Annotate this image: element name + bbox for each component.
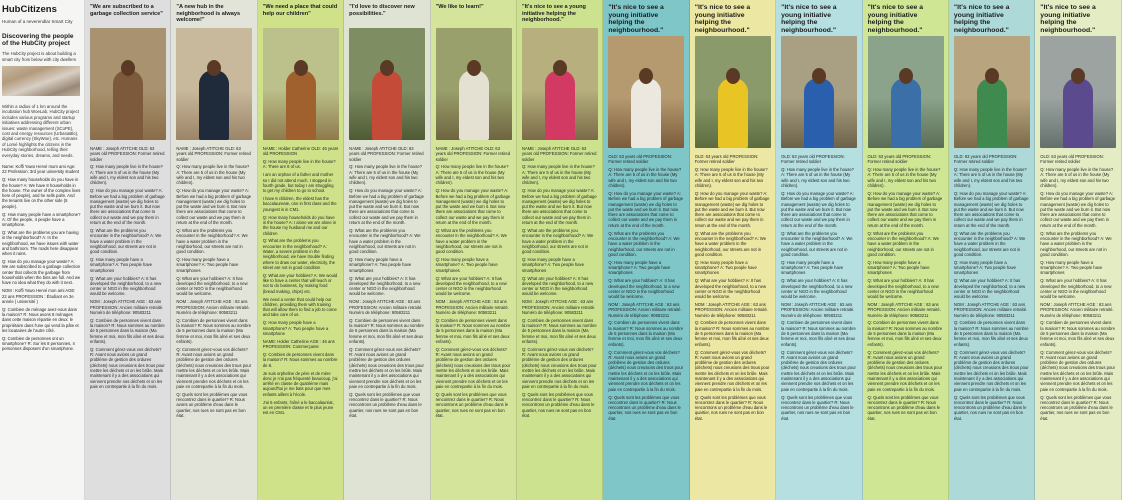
- interview-paragraph: Q: What are the problems you encounter in the neighborhood? A: We have a water problem in the neighborhood, our streets are not in good condition.: [435, 227, 507, 255]
- interview-paragraph: Q: How do you manage your waste? A: Before we had a big problem of garbage management (waste) we dig holes to put the waste and we burn it. But now there are associations that come to collect our waste and we pay them in return at the end of the month.: [608, 190, 684, 228]
- interview-paragraph: Q: Comment gérez-vous vos déchets? R: Avant nous avions un grand problème de gestion des ordures (déchets) nous creusions des trous pour mettre les déchets et on les brûle. Mais maintenant il y a des associations qui viennent prendre nos déchets et on les paie en contrepartie à la fin du mois.: [694, 349, 770, 392]
- interview-paragraph: Q: Quels sont les problèmes que vous rencontrez dans le quartier? R: Nous rencontrons un problème d'eau dans le quartier, nos rues ne sont pas en bon état.: [781, 394, 854, 421]
- interview-paragraph: I am an orphan of a father and mother so I did not attend much. I stopped in fourth grade, but today I am struggling to get my children to go to school.: [262, 172, 334, 194]
- interview-paragraph: Q: Quels sont les problèmes que vous rencontrez dans le quartier? R: Nous rencontrons un problème d'eau dans le quartier, nos rues ne sont pas en bon état.: [953, 394, 1027, 421]
- interview-paragraph: Q: Quels sont les problèmes que vous rencontrez dans le quartier? R: Nous rencontrons un problème d'eau dans le quartier, nos rues ne sont pas en bon état.: [349, 391, 422, 418]
- interview-paragraph: Q: Comment gérez-vous vos déchets? R: Avant nous avions un grand problème de gestion des ordures (déchets) nous creusions des trous pour mettre les déchets et on les brûle. Mais maintenant il y a des associations qui viennent prendre nos déchets et on les paie en contrepartie à la fin du mois.: [176, 346, 252, 389]
- interview-paragraph: Q: Combien de personnes vivent dans la maison? R: Nous sommes au nombre de 5 personnes dans la maison (Ma femme et moi, mon fils aîné et ses deux enfants).: [953, 320, 1029, 347]
- person-head: [985, 68, 999, 84]
- interview-paragraph: Q: Quels sont les problèmes que vous rencontrez dans le quartier? R: Nous rencontrons un problème d'eau dans le quartier, nos rues ne sont pas en bon état.: [694, 394, 768, 421]
- story-panel: [603, 0, 689, 500]
- portrait-photo: [436, 28, 512, 140]
- person-head: [1071, 68, 1085, 84]
- person-figure: [199, 70, 229, 140]
- interview-paragraph: Q: How many people live in the house? A: There are 8 of us.: [262, 159, 336, 170]
- person-figure: [113, 70, 143, 140]
- interview-paragraph: Q: How many people have a smartphone? A: Two people have smartphones: [781, 259, 844, 276]
- panel-quote: "We like to learn!": [435, 4, 484, 10]
- panel-quote: "We are subscribed to a garbage collection service": [90, 4, 163, 17]
- interview-paragraph: Q: How do you manage your waste? A: Before we had a big problem of garbage management (waste) we dig holes to put the waste and we burn it. But now there are associations that come to collect our waste and we pay them in return at the end of the month.: [867, 190, 943, 228]
- interview-paragraph: Q: Combien de personnes vivent dans la maison? R: Nous sommes au nombre de 5 personnes dans la maison (Ma femme et moi, mon fils aîné et ses deux enfants).: [781, 320, 856, 347]
- interview-paragraph: Q: How many people have a smartphone? A: Two people have smartphones: [953, 259, 1016, 276]
- interview-paragraph: Q: Quels sont les problèmes que vous rencontrez dans le quartier? R: Nous avons un problème d'eau dans le quartier, nos rues ne sont pas en bon état.: [176, 391, 248, 418]
- interview-paragraph: Q: Combien de personnes vivent dans la maison? R: Nous sommes au nombre de 5 personnes dans la maison (Ma femme et moi, mon fils aîné et ses deux enfants).: [90, 317, 165, 344]
- interview-paragraph: Q: Comment gérez-vous vos déchets? R: Avant nous avions un grand problème de gestion des ordures (déchets) nous creusions des trous pour mettre les déchets et on les brûle. Mais maintenant il y a des associations qui viennent prendre nos déchets et on les paie en contrepartie à la fin du mois.: [1040, 349, 1116, 392]
- interview-paragraph: Q: Combien de personnes vivent dans la maison? R: Nous sommes au nombre de 5 personnes dans la maison (Ma femme et moi, mon fils aîné et ses deux enfants).: [1040, 320, 1116, 347]
- portrait-photo: [263, 28, 339, 140]
- interview-paragraph: NOM : Joseph ATITCHE AGE : 63 ans PROFESSION: Ancien militaire retraité. Numéro de téléphone: 90583211: [694, 301, 769, 318]
- interview-paragraph: Q: Quels sont les problèmes que vous rencontrez dans le quartier? R: Nous rencontrons un problème d'eau dans le quartier, nos rues ne sont pas en bon état.: [608, 394, 681, 421]
- panel-quote: "It's nice to see a young initiative helping the neighborhood.": [521, 4, 586, 24]
- interview-paragraph: Q: Comment gérez-vous vos déchets? R: Avant nous avions un grand problème de gestion des ordures (déchets) nous creusions des trous pour mettre les déchets et on les brûle. Mais maintenant il y a des associations qui viennent prendre nos déchets et on les paie en contrepartie à la fin du mois.: [953, 349, 1029, 392]
- interview-paragraph: Q: What are your hobbies? A: We would like to have a center that will teach or not to do business, by making food (bread making, chips) etc.: [262, 272, 338, 294]
- portrait-photo: [954, 36, 1030, 148]
- interview-paragraph: Q: How many households do you have in the house? A: I alone we are alone in the house my husband me and our children: [262, 214, 337, 236]
- interview-paragraph: Q: Combien de personnes vivent dans la maison? R: Nous sommes au nombre de 5 personnes dans la maison (Ma femme et moi, mon fils aîné et ses deux enfants).: [608, 320, 684, 347]
- interview-paragraph: Q: How many people live in the house? A: There are 5 of us in the house (My wife and I, my eldest son and his two children).: [781, 167, 854, 189]
- interview-paragraph: OLD: 63 years old PROFESSION: Former retired soldier: [608, 154, 672, 165]
- interview-paragraph: OLD: 63 years old PROFESSION: Former retired soldier: [781, 154, 845, 165]
- interview-paragraph: Q: Comment gérez-vous vos déchets? R: Avant nous avions un grand problème de gestion des ordures (déchets) nous creusions des trous pour mettre les déchets et on les brûle. Mais maintenant il y a des associations qui viennent prendre nos déchets et on les paie en contrepartie à la fin du mois.: [608, 349, 684, 392]
- interview-paragraph: Q: How many people have a smartphone? A: Two people have smartphones: [694, 259, 757, 276]
- interview-paragraph: Q: How many people have a smartphone? A: Two people have smartphones: [90, 257, 153, 273]
- intro-description: The HubCity project is about building a smart city from below with city dwellers: [2, 51, 77, 62]
- interview-paragraph: Q: How do you manage your waste? A: Before we had a big problem of garbage management (waste) we dig holes to put the waste and we burn it. But now there are associations that come to collect our waste and we pay them in return at the end of the month.: [90, 188, 165, 226]
- person-head: [294, 60, 308, 76]
- interview-paragraph: Q: How many people live in the house? A: There are 5 of us in the house (My wife and I, my eldest son and his two children).: [176, 164, 250, 186]
- interview-paragraph: Q: What are your hobbies? A: It has developed the neighborhood, to a new center or NGO in the neighborhood would be welcome.: [349, 275, 421, 297]
- interview-paragraph: Q: How do you manage your waste? A: Before we had a big problem of garbage management (waste) we dig holes to put the waste and we burn it. But now there are associations that come to collect our waste and we pay them in return at the end of the month.: [349, 188, 424, 226]
- interview-paragraph: Q: How do you manage your waste? A: Before we had a big problem of garbage management (waste) we dig holes to put the waste and we burn it. But now there are associations that come to collect our waste and we pay them in return at the end of the month.: [176, 188, 252, 226]
- story-panel: [776, 0, 862, 500]
- person-figure: [1063, 78, 1093, 148]
- interview-paragraph: Je suis orpheline de père et de mère donc je n'ai pas fréquenté beaucoup, j'ai arrêté en classe de quatrième mais aujourd'hui je me bats pour que mes enfants aillent à l'école.: [262, 370, 338, 397]
- interview-paragraph: NAME : Joseph ATITCHE OLD: 63 years old PROFESSION: Former retired soldier: [521, 146, 597, 162]
- interview-paragraph: Q: Comment gérez-vous vos déchets? R: Avant nous avions un grand problème de gestion des ordures (déchets) nous creusions des trous pour mettre les déchets et on les brûle. Mais maintenant il y a des associations qui viennent prendre nos déchets et on les paie en contrepartie à la fin du mois.: [349, 346, 424, 389]
- interview-paragraph: OLD: 63 years old PROFESSION: Former retired soldier: [694, 154, 759, 165]
- interview-paragraph: Q: What are your hobbies? A: It has developed the neighborhood, to a new center or NGO in the neighborhood would be welcome.: [176, 275, 248, 297]
- interview-text: [522, 146, 597, 418]
- interview-paragraph: Q: How do you manage your waste? A: Before we had a big problem of garbage management (waste) we dig holes to put the waste and we burn it. But now there are associations that come to collect our waste and we pay them in return at the end of the month.: [521, 188, 597, 226]
- interview-paragraph: Q: How many people have a smartphone? A: Two people have smartphones: [608, 259, 671, 276]
- story-panel: [690, 0, 776, 500]
- interview-paragraph: Q: What are the problems you encounter in the neighborhood? A: We have a water problem in the neighborhood, our streets are not in good condition.: [694, 230, 767, 257]
- story-panel: [258, 0, 344, 500]
- interview-paragraph: Q: What are your hobbies? A: It has developed the neighborhood, to a new center or NGO in the neighborhood would be welcome.: [694, 278, 766, 300]
- person-head: [812, 68, 826, 84]
- interview-text: [1040, 154, 1115, 421]
- interview-paragraph: Q: What are the problems you encounter in the neighborhood? A: We have a water problem in the neighborhood, our streets are not in good condition.: [781, 230, 853, 257]
- interview-paragraph: Q: How many people live in the house? A: There are 5 of us in the house (My wife and I, my eldest son and his two children).: [435, 164, 509, 186]
- interview-paragraph: NOM : Joseph ATITCHE AGE : 63 ans PROFESSION: Ancien militaire retraité. Numéro de téléphone: 90583211: [608, 301, 682, 318]
- interview-paragraph: NOM : Joseph ATITCHE AGE : 63 ans PROFESSION: Ancien militaire retraité. Numéro de téléphone: 90583211: [90, 299, 164, 315]
- interview-paragraph: Q: What are your hobbies? A: It has developed the neighborhood, to a new center or NGO in the neighborhood would be welcome.: [1040, 278, 1112, 300]
- interview-paragraph: Q: How many people live in the house? A: There are 5 of us in the house (My wife and I, my eldest son and his two children).: [953, 167, 1027, 189]
- interview-paragraph: Q: How do you manage your waste? A: Before we had a big problem of garbage management (waste) we dig holes to put the waste and we burn it. But now there are associations that come to collect our waste and we pay them in return at the end of the month.: [781, 190, 856, 228]
- portrait-photo: [695, 36, 771, 148]
- person-figure: [372, 70, 402, 140]
- interview-paragraph: Q: Combien de personnes vivent dans la maison? R: Nous sommes au nombre de 5 personnes dans la maison (Ma femme et moi, mon fils aîné et ses deux enfants).: [349, 317, 424, 344]
- panel-quote: "I'd love to discover new possibilities.": [349, 4, 415, 17]
- interview-paragraph: OLD: 63 years old PROFESSION: Former retired soldier: [1040, 154, 1104, 165]
- interview-text: [781, 154, 856, 421]
- interview-paragraph: Q: How many people live in the house? A: There are 5 of us in the house (My wife and I, my eldest son and his two children).: [608, 167, 682, 189]
- interview-text: [868, 154, 943, 421]
- story-panel: [517, 0, 603, 500]
- interview-paragraph: Q: How many people have a smartphone? A: Of the people, 4 people have a smartphone.: [2, 211, 81, 228]
- portrait-photo: [1040, 36, 1116, 148]
- story-panel: [949, 0, 1035, 500]
- interview-text: [176, 146, 251, 418]
- portrait-photo: [176, 28, 252, 140]
- interview-paragraph: NOM : Koffi Yawo Hervé mon ami AGE: 22 ans PROFESSION : Étudiant en 3e année ( université ): [2, 288, 76, 304]
- interview-text: [90, 146, 165, 389]
- interview-paragraph: Q: What are the problems you encounter in the neighborhood? A: We have a water problem in the neighborhood, our streets are not in good condition.: [521, 227, 594, 255]
- interview-paragraph: Q: How many people have a smartphone? A: Two people have a smartphone: [262, 320, 329, 336]
- interview-paragraph: Q: How many people have a smartphone? A: Two people have smartphones: [349, 257, 412, 273]
- story-panel: [431, 0, 517, 500]
- interview-paragraph: NAME : Joseph ATITCHE OLD: 63 years old PROFESSION: Former retired soldier: [435, 146, 511, 162]
- intro-heading: Discovering the people of the HubCity project: [2, 32, 74, 47]
- interview-paragraph: Q: What are the problems you encounter in the neighborhood? A: We have a water problem in the neighborhood, our streets are not in good condition.: [1040, 230, 1112, 257]
- interview-paragraph: Q: How many people live in the house? A: There are 5 of us in the house (My wife and I, my eldest son and his two children).: [1040, 167, 1114, 189]
- person-figure: [286, 70, 316, 140]
- interview-paragraph: NOM : Joseph ATITCHE AGE : 63 ans PROFESSION: Ancien militaire retraité. Numéro de téléphone: 90583211: [867, 301, 941, 318]
- interview-paragraph: We need a center that could help our children, providing them with training that will allow them to find a job to come and take care of us.: [262, 296, 337, 318]
- interview-paragraph: Q: Combien de personnes vivent dans la maison? R: Nous sommes au nombre de 5 personnes dans la maison (Ma femme et moi, mon fils aîné et ses deux enfants).: [435, 317, 511, 344]
- person-head: [726, 68, 740, 84]
- interview-paragraph: Q: Combien de personnes vivent dans la maison? R: Nous sommes au nombre de 8.: [262, 352, 338, 368]
- intro-subtitle: Human of a neverendlar Smart City: [2, 19, 73, 24]
- person-head: [639, 68, 653, 84]
- interview-paragraph: NOM : Joseph ATITCHE AGE : 63 ans PROFESSION: Ancien militaire retraité. Numéro de téléphone: 90583211: [953, 301, 1028, 318]
- interview-paragraph: NOM : Joseph ATITCHE AGE : 63 ans PROFESSION: Ancien militaire retraité. Numéro de téléphone: 90583211: [349, 299, 423, 315]
- person-figure: [631, 78, 661, 148]
- interview-paragraph: J'ai 6 enfants, l'aîné a le baccalauréat, un en première classe et le plus jeune est en CM1.: [262, 399, 334, 416]
- interview-text: [349, 146, 424, 418]
- interview-paragraph: Q: How many people have a smartphone? A: Two people have smartphones: [176, 257, 239, 273]
- person-figure: [891, 78, 921, 148]
- interview-paragraph: Q: Quels sont les problèmes que vous rencontrez dans le quartier? R: Nous rencontrons un problème d'eau dans le quartier, nos rues ne sont pas en bon état.: [435, 391, 509, 418]
- interview-paragraph: Q: Comment gérez-vous vos déchets? R: Avant nous avions un grand problème de gestion des ordures (déchets) nous creusions des trous pour mettre les déchets et on les brûle. Mais maintenant il y a des associations qui viennent prendre nos déchets et on les paie en contrepartie à la fin du mois.: [435, 346, 511, 389]
- panel-quote: "It's nice to see a young initiative helping the neighbourhood.": [694, 4, 751, 34]
- group-photo: [2, 66, 80, 96]
- interview-paragraph: Q: What are your hobbies? A: It has developed the neighborhood, to a new center or NGO in the neighborhood would be welcome.: [781, 278, 853, 300]
- interview-paragraph: NOM : Joseph ATITCHE AGE : 63 ans PROFESSION: Ancien militaire retraité. Numéro de téléphone: 90583211: [1040, 301, 1114, 318]
- interview-paragraph: Q: What are your hobbies? A: It has developed the neighborhood, to a new center or NGO in the neighborhood would be welcome.: [435, 275, 507, 297]
- portrait-photo: [90, 28, 166, 140]
- interview-paragraph: Q: What are the problems you encounter in the neighborhood? A: We have a water problem in the neighborhood, our streets are not in good condition.: [176, 227, 248, 255]
- interview-paragraph: Q: How many households do you have in the house? A: We have 8 households in the house. The owner of the complex lives here of people), and he sells palm. And the tenants live on the other side (5 people).: [2, 177, 81, 209]
- panel-quote: "It's nice to see a young initiative helping the neighbourhood.": [867, 4, 923, 34]
- person-figure: [804, 78, 834, 148]
- interview-paragraph: Q: What are the problems you encounter in the neighborhood? A: We have a water problem in the neighborhood, our streets are not in good condition.: [90, 227, 162, 255]
- interview-paragraph: Q: How many people live in the house? A: There are 5 of us in the house (My wife and I, my eldest son and his two children).: [521, 164, 595, 186]
- person-head: [467, 60, 481, 76]
- interview-paragraph: Q: How many people have a smartphone? A: Two people have smartphones: [867, 259, 930, 276]
- interview-paragraph: Q: What are your hobbies? A: It has developed the neighborhood, to a new center or NGO in the neighborhood would be welcome.: [608, 278, 680, 300]
- interview-paragraph: Q: How do you manage your waste? A: Before we had a big problem of garbage management (waste) we dig holes to put the waste and we burn it. But now there are associations that come to collect our waste and we pay them in return at the end of the month.: [953, 190, 1029, 228]
- interview-paragraph: Q: What are the problems you encounter in the neighborhood? A: Water, a severe problem in the neighborhood, we have trouble finding where to draw our water, electricity, the street are not in good condition: [262, 238, 336, 270]
- interview-paragraph: Q: Combien de personnes ont un smartphone? R: Sur les 8 personnes, 4 personnes disposent d'un smartphone.: [2, 335, 75, 352]
- interview-paragraph: I have 6 children, the eldest has the baccalaureate, one in first class and the youngest is in CM1.: [262, 196, 337, 212]
- interview-paragraph: Q: How many people live in the house? A: There are 5 of us in the house (My wife and I, my eldest son and his two children).: [694, 167, 768, 189]
- person-figure: [459, 70, 489, 140]
- portrait-photo: [868, 36, 944, 148]
- intro-interview: [2, 164, 81, 352]
- interview-paragraph: Q: Combien de personnes vivent dans la maison? R: Nous sommes au nombre de 5 personnes dans la maison (Ma femme et moi, mon fils aîné et ses deux enfants).: [694, 320, 770, 347]
- interview-paragraph: Q: Comment gérez-vous vos déchets? R: Avant nous avions un grand problème de gestion des ordures (déchets) nous creusions des trous pour mettre les déchets et on les brûle. Mais maintenant il y a des associations qui viennent prendre nos déchets et on les paie en contrepartie à la fin du mois.: [867, 349, 943, 392]
- story-panel: [171, 0, 257, 500]
- person-head: [553, 60, 567, 76]
- interview-paragraph: Q: What are your hobbies? A: It has developed the neighborhood, to a new center or NGO in the neighborhood would be welcome.: [521, 275, 594, 297]
- interview-text: [436, 146, 511, 418]
- interview-paragraph: NOM : Joseph ATITCHE AGE : 63 ans PROFESSION: Ancien militaire retraité. Numéro de téléphone: 90583211: [435, 299, 509, 315]
- intro-text: Within a radius of 1 km around the incubation hub WoeLab, HubCity project includes various programs and startup initiatives addressing different urban issues: waste management (SCoPE), cost and energy resources (UrbanaBlo), digital currency (SkyWoe), etc. Humans of Lomé highlights the citizens in the HubCity neighborhood, telling their everyday stories, dreams, and needs.: [2, 104, 79, 158]
- person-figure: [977, 78, 1007, 148]
- interview-paragraph: Q: What are the problems you are having in the neighborhood? A: In the neighborhood, we have issues with water and bathroom. The roads here disappear when it rains.: [2, 230, 79, 257]
- interview-paragraph: Name: Koffi Yawo Hervé mum ami Age: 22 Profession: 3rd year university student: [2, 164, 80, 175]
- person-head: [899, 68, 913, 84]
- interview-text: [608, 154, 683, 421]
- portrait-photo: [781, 36, 857, 148]
- interview-paragraph: Q: How many people have a smartphone? A: Two people have smartphones: [1040, 259, 1103, 276]
- interview-paragraph: NAME: Holder Catherine AGE : 46 ans PROFESSION: Commerçante: [262, 338, 335, 350]
- interview-paragraph: Q: What are the problems you encounter in the neighborhood? A: We have a water problem in the neighborhood, our streets are not in good condition.: [349, 227, 421, 255]
- person-figure: [718, 78, 748, 148]
- interview-paragraph: Q: What are your hobbies? A: It has developed the neighborhood, to a new center or NGO in the neighborhood would be welcome.: [867, 278, 939, 300]
- interview-paragraph: Q: How do you manage your waste? A: Before we had a big problem of garbage management (waste) we dig holes to put the waste and we burn it. But now there are associations that come to collect our waste and we pay them in return at the end of the month.: [435, 188, 511, 226]
- interview-paragraph: Q: How do you manage your waste? A: We are subscribed to a garbage collection center that collects the garbage from households when the bins are full. And we have no idea what they do with it next.: [2, 259, 81, 286]
- interview-paragraph: Q: How many people live in the house? A: There are 5 of us in the house (My wife and I, my eldest son and his two children).: [867, 167, 941, 189]
- interview-text: [695, 154, 770, 421]
- interview-paragraph: NOM : Joseph ATITCHE AGE : 63 ans PROFESSION: Ancien militaire retraité. Numéro de téléphone: 90583211: [781, 301, 855, 318]
- interview-paragraph: NOM : Joseph ATITCHE AGE : 63 ans PROFESSION: Ancien militaire retraité. Numéro de téléphone: 90583211: [521, 299, 596, 315]
- interview-paragraph: Q: Combien de personnes vivent dans la maison? R: Nous sommes au nombre de 5 personnes dans la maison (Ma femme et moi, mon fils aîné et ses deux enfants).: [176, 317, 252, 344]
- interview-paragraph: Q: Combien de ménage avez-vous dans la maison? R: Nous avons 8 ménages dans cette maison répartie en deux: le propriétaire dans l'une qui vend la pâte et les locataires de l'autre côté.: [2, 306, 79, 333]
- person-figure: [545, 70, 575, 140]
- person-head: [121, 60, 135, 76]
- portrait-photo: [349, 28, 425, 140]
- story-panel: [344, 0, 430, 500]
- panel-quote: "It's nice to see a young initiative helping the neighbourhood.": [608, 4, 664, 34]
- interview-paragraph: Q: What are the problems you encounter in the neighborhood? A: We have a water problem in the neighborhood, our streets are not in good condition.: [867, 230, 939, 257]
- interview-paragraph: Q: How many people have a smartphone? A: Two people have smartphones: [435, 257, 498, 273]
- interview-paragraph: Q: How do you manage your waste? A: Before we had a big problem of garbage management (waste) we dig holes to put the waste and we burn it. But now there are associations that come to collect our waste and we pay them in return at the end of the month.: [694, 190, 770, 228]
- interview-paragraph: Q: What are your hobbies? A: It has developed the neighborhood, to a new center or NGO in the neighborhood would be welcome.: [90, 275, 162, 297]
- interview-paragraph: OLD: 63 years old PROFESSION: Former retired soldier: [953, 154, 1018, 165]
- panel-quote: "A new hub in the neighborhood is always welcome!": [176, 4, 241, 24]
- interview-paragraph: Q: Comment gérez-vous vos déchets? R: Avant nous avions un grand problème de gestion des ordures (déchets) nous creusions des trous pour mettre les déchets et on les brûle. Mais maintenant il y a des associations qui viennent prendre nos déchets et on les paie en contrepartie à la fin du mois.: [521, 346, 597, 389]
- interview-paragraph: Q: Quels sont les problèmes que vous rencontrez dans le quartier? R: Nous rencontrons un problème d'eau dans le quartier, nos rues ne sont pas en bon état.: [1040, 394, 1113, 421]
- person-head: [207, 60, 221, 76]
- interview-paragraph: NAME : Joseph ATITCHE OLD: 63 years old PROFESSION: Former retired soldier: [90, 146, 165, 162]
- interview-paragraph: Q: How do you manage your waste? A: Before we had a big problem of garbage management (waste) we dig holes to put the waste and we burn it. But now there are associations that come to collect our waste and we pay them in return at the end of the month.: [1040, 190, 1116, 228]
- intro-panel: [0, 0, 85, 500]
- interview-paragraph: Q: What are your hobbies? A: It has developed the neighborhood, to a new center or NGO in the neighborhood would be welcome.: [953, 278, 1026, 300]
- interview-paragraph: Q: Combien de personnes vivent dans la maison? R: Nous sommes au nombre de 5 personnes dans la maison (Ma femme et moi, mon fils aîné et ses deux enfants).: [867, 320, 943, 347]
- interview-paragraph: Q: What are the problems you encounter in the neighborhood? A: We have a water problem in the neighborhood, our streets are not in good condition.: [953, 230, 1026, 257]
- intro-title: HubCitizens: [2, 4, 57, 15]
- interview-paragraph: Q: How many people live in the house? A: There are 5 of us in the house (My wife and I, my eldest son and his two children).: [349, 164, 423, 186]
- story-panel: [1035, 0, 1121, 500]
- interview-paragraph: Q: What are the problems you encounter in the neighborhood? A: We have a water problem in the neighborhood, our streets are not in good condition.: [608, 230, 680, 257]
- interview-paragraph: Q: Quels sont les problèmes que vous rencontrez dans le quartier? R: Nous rencontrons un problème d'eau dans le quartier, nos rues ne sont pas en bon état.: [867, 394, 941, 421]
- story-panel: [863, 0, 949, 500]
- panel-quote: "It's nice to see a young initiative helping the neighbourhood.": [1040, 4, 1096, 34]
- interview-paragraph: Q: Combien de personnes vivent dans la maison? R: Nous sommes au nombre de 5 personnes dans la maison (Ma femme et moi, mon fils aîné et ses deux enfants).: [521, 317, 597, 344]
- interview-paragraph: Q: Comment gérez-vous vos déchets? R: Avant nous avions un grand problème de gestion des ordures (déchets) nous creusions des trous pour mettre les déchets et on les brûle. Mais maintenant il y a des associations qui viennent prendre nos déchets et on les paie en contrepartie à la fin du mois.: [781, 349, 856, 392]
- interview-paragraph: Q: How many people live in the house? A: There are 5 of us in the house (My wife and I, my eldest son and his two children).: [90, 164, 163, 186]
- interview-paragraph: OLD: 63 years old PROFESSION: Former retired soldier: [867, 154, 932, 165]
- interview-paragraph: NAME : Joseph ATITCHE OLD: 63 years old PROFESSION: Former retired soldier: [176, 146, 251, 162]
- interview-paragraph: Q: Quels sont les problèmes que vous rencontrez dans le quartier? R: Nous rencontrons un problème d'eau dans le quartier, nos rues ne sont pas en bon état.: [521, 391, 595, 418]
- interview-text: [954, 154, 1029, 421]
- interview-text: [263, 146, 338, 415]
- panel-quote: "We need a place that could help our children": [262, 4, 338, 17]
- interview-paragraph: NOM : Joseph ATITCHE AGE : 63 ans PROFESSION: Ancien militaire retraité. Numéro de téléphone: 90583211: [176, 299, 250, 315]
- person-head: [380, 60, 394, 76]
- portrait-photo: [608, 36, 684, 148]
- interview-paragraph: NAME : Holder Catherine OLD: 46 years old PROFESSION: [262, 146, 339, 157]
- interview-paragraph: Q: How many people have a smartphone? A: Two people have smartphones: [521, 257, 585, 273]
- portrait-photo: [522, 28, 598, 140]
- panel-quote: "It's nice to see a young initiative helping the neighbourhood.": [781, 4, 837, 34]
- panel-quote: "It's nice to see a young initiative helping the neighbourhood.": [953, 4, 1010, 34]
- interview-paragraph: NAME : Joseph ATITCHE OLD: 63 years old PROFESSION: Former retired soldier: [349, 146, 424, 162]
- interview-paragraph: Q: Comment gérez-vous vos déchets? R: Avant nous avions un grand problème de gestion des ordures (déchets) nous creusions des trous pour mettre les déchets et on les brûle. Mais maintenant il y a des associations qui viennent prendre nos déchets et on les paie en contrepartie à la fin du mois.: [90, 346, 165, 389]
- story-panel: [85, 0, 171, 500]
